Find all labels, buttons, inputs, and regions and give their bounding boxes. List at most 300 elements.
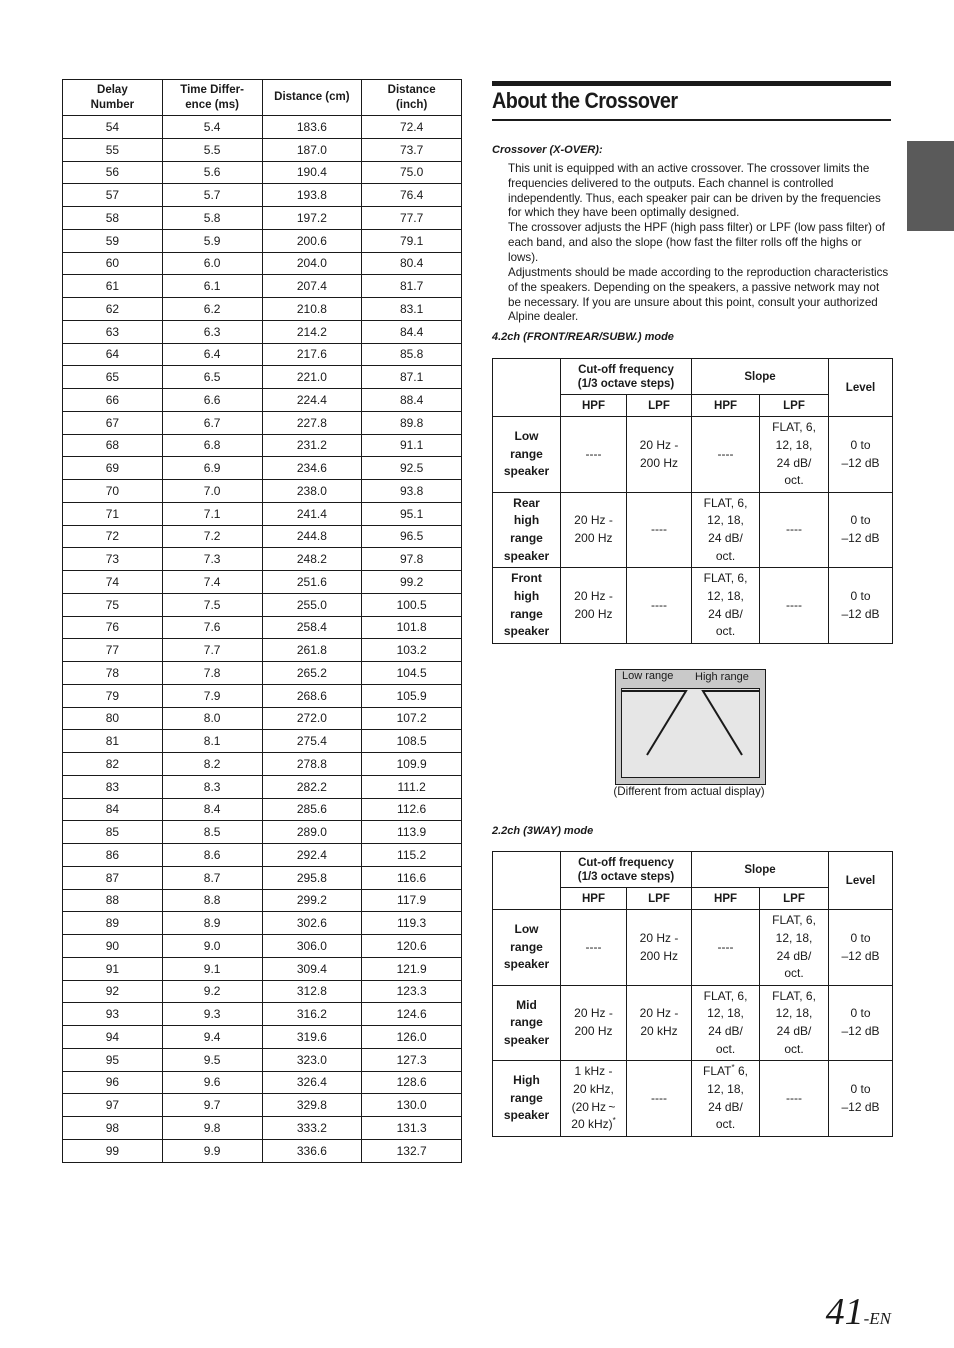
distance-inch-cell: 113.9: [362, 821, 462, 844]
slope-lpf: FLAT, 6, 12, 18, 24 dB/ oct.: [760, 417, 829, 493]
table-row: [63, 184, 462, 207]
delay-number-cell: 64: [63, 343, 163, 366]
delay-number-cell: 59: [63, 229, 163, 252]
distance-cm-cell: 261.8: [262, 639, 362, 662]
distance-cm-cell: 248.2: [262, 548, 362, 571]
time-difference-cell: 6.8: [162, 434, 262, 457]
distance-cm-cell: 234.6: [262, 457, 362, 480]
subheader-cutoff-hpf: HPF: [561, 395, 627, 417]
time-difference-cell: 5.9: [162, 229, 262, 252]
distance-inch-cell: 79.1: [362, 229, 462, 252]
header-delay-number: Delay Number: [63, 80, 163, 116]
delay-number-cell: 78: [63, 662, 163, 685]
distance-cm-cell: 306.0: [262, 935, 362, 958]
high-range-label: High range: [695, 671, 749, 683]
distance-cm-cell: 244.8: [262, 525, 362, 548]
time-difference-cell: 8.5: [162, 821, 262, 844]
paragraph-intro: This unit is equipped with an active crossover. The crossover limits the frequencies delivered to the outputs. Each channel is controlled independently. Thus, each speaker pair can be driven by the frequencies for which they have been optimally designed.: [508, 162, 881, 220]
table-row: [63, 275, 462, 298]
table-row: [63, 866, 462, 889]
table-row: [63, 161, 462, 184]
time-difference-cell: 8.4: [162, 798, 262, 821]
footnote-mark: *: [612, 1116, 616, 1126]
time-difference-cell: 9.1: [162, 957, 262, 980]
header-level: Level: [829, 359, 893, 417]
time-difference-cell: 6.3: [162, 320, 262, 343]
table-row: [63, 411, 462, 434]
distance-inch-cell: 120.6: [362, 935, 462, 958]
crossover-table-42ch: [492, 358, 893, 644]
delay-number-cell: 71: [63, 502, 163, 525]
distance-cm-cell: 221.0: [262, 366, 362, 389]
distance-inch-cell: 123.3: [362, 980, 462, 1003]
delay-number-cell: 62: [63, 298, 163, 321]
time-difference-cell: 9.3: [162, 1003, 262, 1026]
distance-cm-cell: 309.4: [262, 957, 362, 980]
low-range-label: Low range: [622, 670, 674, 682]
header-cutoff: Cut-off frequency (1/3 octave steps): [561, 852, 692, 888]
cutoff-hpf: 20 Hz - 200 Hz: [561, 493, 627, 568]
slope-hpf: ----: [692, 417, 760, 493]
table-row: [63, 548, 462, 571]
distance-cm-cell: 268.6: [262, 684, 362, 707]
delay-number-cell: 54: [63, 116, 163, 139]
distance-cm-cell: 224.4: [262, 389, 362, 412]
time-difference-cell: 5.7: [162, 184, 262, 207]
distance-cm-cell: 312.8: [262, 980, 362, 1003]
table-row: [63, 639, 462, 662]
table-row: [63, 935, 462, 958]
time-difference-cell: 5.4: [162, 116, 262, 139]
distance-cm-cell: 190.4: [262, 161, 362, 184]
table-row: [63, 844, 462, 867]
time-difference-cell: 6.7: [162, 411, 262, 434]
slope-hpf: FLAT, 6, 12, 18, 24 dB/ oct.: [692, 568, 760, 644]
cutoff-lpf: ----: [627, 493, 692, 568]
time-difference-cell: 6.9: [162, 457, 262, 480]
distance-cm-cell: 255.0: [262, 593, 362, 616]
table-row: [63, 753, 462, 776]
distance-cm-cell: 210.8: [262, 298, 362, 321]
header-slope: Slope: [692, 359, 829, 395]
distance-cm-cell: 227.8: [262, 411, 362, 434]
cutoff-lpf: ----: [627, 568, 692, 644]
distance-inch-cell: 80.4: [362, 252, 462, 275]
cutoff-lpf: 20 Hz - 200 Hz: [627, 910, 692, 986]
time-difference-cell: 8.6: [162, 844, 262, 867]
level: 0 to –12 dB: [829, 910, 893, 986]
time-difference-cell: 9.6: [162, 1071, 262, 1094]
distance-cm-cell: 275.4: [262, 730, 362, 753]
crossover-curves: [622, 689, 759, 777]
table-row: [63, 1094, 462, 1117]
distance-inch-cell: 83.1: [362, 298, 462, 321]
cutoff-lpf: 20 Hz - 20 kHz: [627, 986, 692, 1061]
distance-inch-cell: 95.1: [362, 502, 462, 525]
table-row: [63, 320, 462, 343]
distance-cm-cell: 207.4: [262, 275, 362, 298]
time-difference-cell: 7.9: [162, 684, 262, 707]
distance-cm-cell: 200.6: [262, 229, 362, 252]
section-title: About the Crossover: [492, 88, 678, 113]
time-difference-cell: 7.4: [162, 571, 262, 594]
delay-number-cell: 77: [63, 639, 163, 662]
distance-cm-cell: 319.6: [262, 1026, 362, 1049]
distance-cm-cell: 272.0: [262, 707, 362, 730]
distance-inch-cell: 89.8: [362, 411, 462, 434]
row-rear-high-range: [493, 493, 893, 568]
delay-number-cell: 81: [63, 730, 163, 753]
delay-number-cell: 63: [63, 320, 163, 343]
header-time-difference: Time Differ- ence (ms): [162, 80, 262, 116]
table-row: [63, 957, 462, 980]
distance-inch-cell: 105.9: [362, 684, 462, 707]
table-row: [63, 1139, 462, 1162]
cutoff-lpf: ----: [627, 1061, 692, 1137]
time-difference-cell: 8.3: [162, 775, 262, 798]
delay-number-cell: 86: [63, 844, 163, 867]
table-row: [63, 593, 462, 616]
delay-number-cell: 58: [63, 207, 163, 230]
table-row: [63, 343, 462, 366]
distance-inch-cell: 121.9: [362, 957, 462, 980]
row-label: Rear high range speaker: [493, 493, 561, 568]
delay-number-cell: 79: [63, 684, 163, 707]
distance-inch-cell: 87.1: [362, 366, 462, 389]
delay-number-cell: 94: [63, 1026, 163, 1049]
level: 0 to –12 dB: [829, 568, 893, 644]
time-difference-cell: 6.0: [162, 252, 262, 275]
delay-number-cell: 69: [63, 457, 163, 480]
distance-inch-cell: 93.8: [362, 480, 462, 503]
subheader-cutoff-lpf: LPF: [627, 395, 692, 417]
distance-inch-cell: 97.8: [362, 548, 462, 571]
distance-inch-cell: 99.2: [362, 571, 462, 594]
slope-hpf: FLAT, 6, 12, 18, 24 dB/ oct.: [692, 986, 760, 1061]
table-row: [63, 229, 462, 252]
table-row: [63, 366, 462, 389]
distance-cm-cell: 258.4: [262, 616, 362, 639]
table-row: [63, 1117, 462, 1140]
row-label: High range speaker: [493, 1061, 561, 1137]
header-cutoff: Cut-off frequency (1/3 octave steps): [561, 359, 692, 395]
level: 0 to –12 dB: [829, 493, 893, 568]
delay-number-cell: 60: [63, 252, 163, 275]
mode-22-heading: 2.2ch (3WAY) mode: [492, 825, 594, 837]
time-difference-cell: 8.1: [162, 730, 262, 753]
delay-number-cell: 83: [63, 775, 163, 798]
distance-inch-cell: 119.3: [362, 912, 462, 935]
crossover-table-22ch: [492, 851, 893, 1137]
mode-42-heading: 4.2ch (FRONT/REAR/SUBW.) mode: [492, 331, 674, 343]
delay-number-cell: 57: [63, 184, 163, 207]
delay-number-cell: 72: [63, 525, 163, 548]
distance-inch-cell: 111.2: [362, 775, 462, 798]
time-difference-cell: 6.1: [162, 275, 262, 298]
delay-table-header: [63, 80, 462, 116]
distance-cm-cell: 333.2: [262, 1117, 362, 1140]
delay-number-cell: 87: [63, 866, 163, 889]
table-row: [63, 730, 462, 753]
distance-cm-cell: 187.0: [262, 138, 362, 161]
distance-cm-cell: 183.6: [262, 116, 362, 139]
time-difference-cell: 5.5: [162, 138, 262, 161]
corner-cell: [493, 359, 561, 417]
distance-inch-cell: 92.5: [362, 457, 462, 480]
header-distance-inch: Distance (inch): [362, 80, 462, 116]
table-row: [63, 684, 462, 707]
slope-hpf: FLAT, 6, 12, 18, 24 dB/ oct.: [692, 493, 760, 568]
delay-number-cell: 91: [63, 957, 163, 980]
distance-cm-cell: 197.2: [262, 207, 362, 230]
table-row: [63, 457, 462, 480]
distance-cm-cell: 231.2: [262, 434, 362, 457]
time-difference-cell: 8.0: [162, 707, 262, 730]
level: 0 to –12 dB: [829, 417, 893, 493]
time-difference-cell: 7.7: [162, 639, 262, 662]
delay-number-cell: 95: [63, 1048, 163, 1071]
subheader-slope-hpf: HPF: [692, 888, 760, 910]
time-difference-cell: 7.2: [162, 525, 262, 548]
distance-inch-cell: 75.0: [362, 161, 462, 184]
delay-table: [62, 79, 462, 1163]
distance-inch-cell: 73.7: [362, 138, 462, 161]
table-row: [63, 980, 462, 1003]
time-difference-cell: 9.9: [162, 1139, 262, 1162]
subheader-slope-lpf: LPF: [760, 888, 829, 910]
slope-lpf: FLAT, 6, 12, 18, 24 dB/ oct.: [760, 986, 829, 1061]
crossover-subheading: Crossover (X-OVER):: [492, 144, 603, 156]
cutoff-hpf: [561, 1061, 627, 1137]
distance-inch-cell: 100.5: [362, 593, 462, 616]
distance-inch-cell: 104.5: [362, 662, 462, 685]
delay-number-cell: 73: [63, 548, 163, 571]
distance-cm-cell: 302.6: [262, 912, 362, 935]
distance-inch-cell: 91.1: [362, 434, 462, 457]
corner-cell: [493, 852, 561, 910]
row-label: Low range speaker: [493, 910, 561, 986]
row-low-range: [493, 910, 893, 986]
distance-inch-cell: 72.4: [362, 116, 462, 139]
subheader-slope-lpf: LPF: [760, 395, 829, 417]
distance-inch-cell: 77.7: [362, 207, 462, 230]
distance-cm-cell: 336.6: [262, 1139, 362, 1162]
distance-inch-cell: 132.7: [362, 1139, 462, 1162]
distance-cm-cell: 316.2: [262, 1003, 362, 1026]
subheader-cutoff-lpf: LPF: [627, 888, 692, 910]
distance-cm-cell: 289.0: [262, 821, 362, 844]
delay-number-cell: 98: [63, 1117, 163, 1140]
delay-number-cell: 92: [63, 980, 163, 1003]
delay-number-cell: 97: [63, 1094, 163, 1117]
table-row: [63, 389, 462, 412]
time-difference-cell: 7.8: [162, 662, 262, 685]
distance-inch-cell: 85.8: [362, 343, 462, 366]
table-row: [63, 1026, 462, 1049]
header-slope: Slope: [692, 852, 829, 888]
table-row: [63, 889, 462, 912]
distance-inch-cell: 116.6: [362, 866, 462, 889]
delay-number-cell: 75: [63, 593, 163, 616]
time-difference-cell: 9.0: [162, 935, 262, 958]
slope-lpf: ----: [760, 568, 829, 644]
slope-lpf: FLAT, 6, 12, 18, 24 dB/ oct.: [760, 910, 829, 986]
distance-inch-cell: 109.9: [362, 753, 462, 776]
distance-cm-cell: 214.2: [262, 320, 362, 343]
distance-cm-cell: 329.8: [262, 1094, 362, 1117]
distance-inch-cell: 124.6: [362, 1003, 462, 1026]
slope-hpf-values: 6, 12, 18, 24 dB/ oct.: [707, 1064, 748, 1132]
distance-inch-cell: 131.3: [362, 1117, 462, 1140]
delay-number-cell: 96: [63, 1071, 163, 1094]
table-row: [63, 116, 462, 139]
row-front-high-range: [493, 568, 893, 644]
table-row: [63, 775, 462, 798]
delay-table-body: [63, 116, 462, 1163]
table-row: [63, 798, 462, 821]
distance-cm-cell: 204.0: [262, 252, 362, 275]
delay-number-cell: 80: [63, 707, 163, 730]
time-difference-cell: 9.8: [162, 1117, 262, 1140]
time-difference-cell: 6.2: [162, 298, 262, 321]
distance-inch-cell: 101.8: [362, 616, 462, 639]
header-level: Level: [829, 852, 893, 910]
footnote-mark: *: [731, 1063, 735, 1073]
page-number-value: 41: [825, 1291, 864, 1333]
paragraph-hpf-lpf: The crossover adjusts the HPF (high pass filter) or LPF (low pass filter) of each band, and also the slope (how fast the filter rolls off the highs or lows).: [508, 221, 885, 264]
delay-number-cell: 90: [63, 935, 163, 958]
table-row: [63, 571, 462, 594]
cutoff-hpf: 20 Hz - 200 Hz: [561, 568, 627, 644]
distance-inch-cell: 76.4: [362, 184, 462, 207]
row-label: Front high range speaker: [493, 568, 561, 644]
distance-inch-cell: 117.9: [362, 889, 462, 912]
table-row: [63, 298, 462, 321]
subheader-slope-hpf: HPF: [692, 395, 760, 417]
title-rule-bottom: [492, 119, 891, 121]
distance-cm-cell: 282.2: [262, 775, 362, 798]
table-row: [63, 616, 462, 639]
distance-inch-cell: 112.6: [362, 798, 462, 821]
time-difference-cell: 5.8: [162, 207, 262, 230]
distance-cm-cell: 193.8: [262, 184, 362, 207]
crossover-diagram: [615, 669, 766, 785]
distance-inch-cell: 96.5: [362, 525, 462, 548]
distance-cm-cell: 238.0: [262, 480, 362, 503]
table-row: [63, 707, 462, 730]
time-difference-cell: 9.2: [162, 980, 262, 1003]
delay-number-cell: 84: [63, 798, 163, 821]
paragraph-adjustments: Adjustments should be made according to the reproduction characteristics of the speakers. Depending on the speakers, a passive network may not be necessary. If you are unsure about this point, consult your authorized Alpine dealer.: [508, 266, 889, 324]
table-row: [63, 434, 462, 457]
delay-number-cell: 70: [63, 480, 163, 503]
row-mid-range: [493, 986, 893, 1061]
slope-lpf: ----: [760, 493, 829, 568]
delay-number-cell: 88: [63, 889, 163, 912]
time-difference-cell: 9.7: [162, 1094, 262, 1117]
cutoff-hpf: ----: [561, 910, 627, 986]
distance-inch-cell: 81.7: [362, 275, 462, 298]
table-row: [63, 502, 462, 525]
diagram-caption: (Different from actual display): [613, 785, 765, 798]
table-row: [63, 138, 462, 161]
table-row: [63, 1071, 462, 1094]
distance-cm-cell: 251.6: [262, 571, 362, 594]
distance-cm-cell: 295.8: [262, 866, 362, 889]
row-high-range: [493, 1061, 893, 1137]
distance-inch-cell: 103.2: [362, 639, 462, 662]
delay-number-cell: 74: [63, 571, 163, 594]
delay-number-cell: 89: [63, 912, 163, 935]
distance-inch-cell: 128.6: [362, 1071, 462, 1094]
delay-number-cell: 93: [63, 1003, 163, 1026]
slope-lpf: ----: [760, 1061, 829, 1137]
page-number-suffix: -EN: [863, 1309, 891, 1328]
table-row: [63, 525, 462, 548]
high-range-curve: [703, 691, 759, 755]
time-difference-cell: 8.2: [162, 753, 262, 776]
chapter-tab: [907, 141, 954, 231]
distance-inch-cell: 88.4: [362, 389, 462, 412]
table-row: [63, 252, 462, 275]
delay-number-cell: 85: [63, 821, 163, 844]
low-range-curve: [622, 691, 686, 755]
table-row: [63, 1003, 462, 1026]
distance-cm-cell: 265.2: [262, 662, 362, 685]
slope-hpf: ----: [692, 910, 760, 986]
page-number: [826, 1290, 891, 1334]
distance-inch-cell: 107.2: [362, 707, 462, 730]
slope-hpf-flat: FLAT: [703, 1064, 732, 1079]
distance-inch-cell: 127.3: [362, 1048, 462, 1071]
delay-number-cell: 55: [63, 138, 163, 161]
distance-cm-cell: 292.4: [262, 844, 362, 867]
time-difference-cell: 8.8: [162, 889, 262, 912]
cutoff-hpf-text: 1 kHz - 20 kHz, (20 Hz ~ 20 kHz): [571, 1064, 616, 1132]
time-difference-cell: 9.5: [162, 1048, 262, 1071]
delay-number-cell: 61: [63, 275, 163, 298]
time-difference-cell: 7.0: [162, 480, 262, 503]
delay-number-cell: 56: [63, 161, 163, 184]
time-difference-cell: 8.7: [162, 866, 262, 889]
cutoff-hpf: 20 Hz - 200 Hz: [561, 986, 627, 1061]
time-difference-cell: 7.1: [162, 502, 262, 525]
level: 0 to –12 dB: [829, 986, 893, 1061]
table-row: [63, 912, 462, 935]
table-row: [63, 207, 462, 230]
table-row: [63, 662, 462, 685]
delay-number-cell: 65: [63, 366, 163, 389]
cutoff-lpf: 20 Hz - 200 Hz: [627, 417, 692, 493]
slope-hpf: [692, 1061, 760, 1137]
table-row: [63, 1048, 462, 1071]
time-difference-cell: 7.6: [162, 616, 262, 639]
time-difference-cell: 8.9: [162, 912, 262, 935]
time-difference-cell: 7.5: [162, 593, 262, 616]
time-difference-cell: 5.6: [162, 161, 262, 184]
distance-inch-cell: 84.4: [362, 320, 462, 343]
distance-inch-cell: 130.0: [362, 1094, 462, 1117]
distance-inch-cell: 115.2: [362, 844, 462, 867]
delay-number-cell: 82: [63, 753, 163, 776]
distance-inch-cell: 126.0: [362, 1026, 462, 1049]
distance-inch-cell: 108.5: [362, 730, 462, 753]
delay-number-cell: 99: [63, 1139, 163, 1162]
delay-number-cell: 68: [63, 434, 163, 457]
row-low-range: [493, 417, 893, 493]
time-difference-cell: 9.4: [162, 1026, 262, 1049]
distance-cm-cell: 299.2: [262, 889, 362, 912]
